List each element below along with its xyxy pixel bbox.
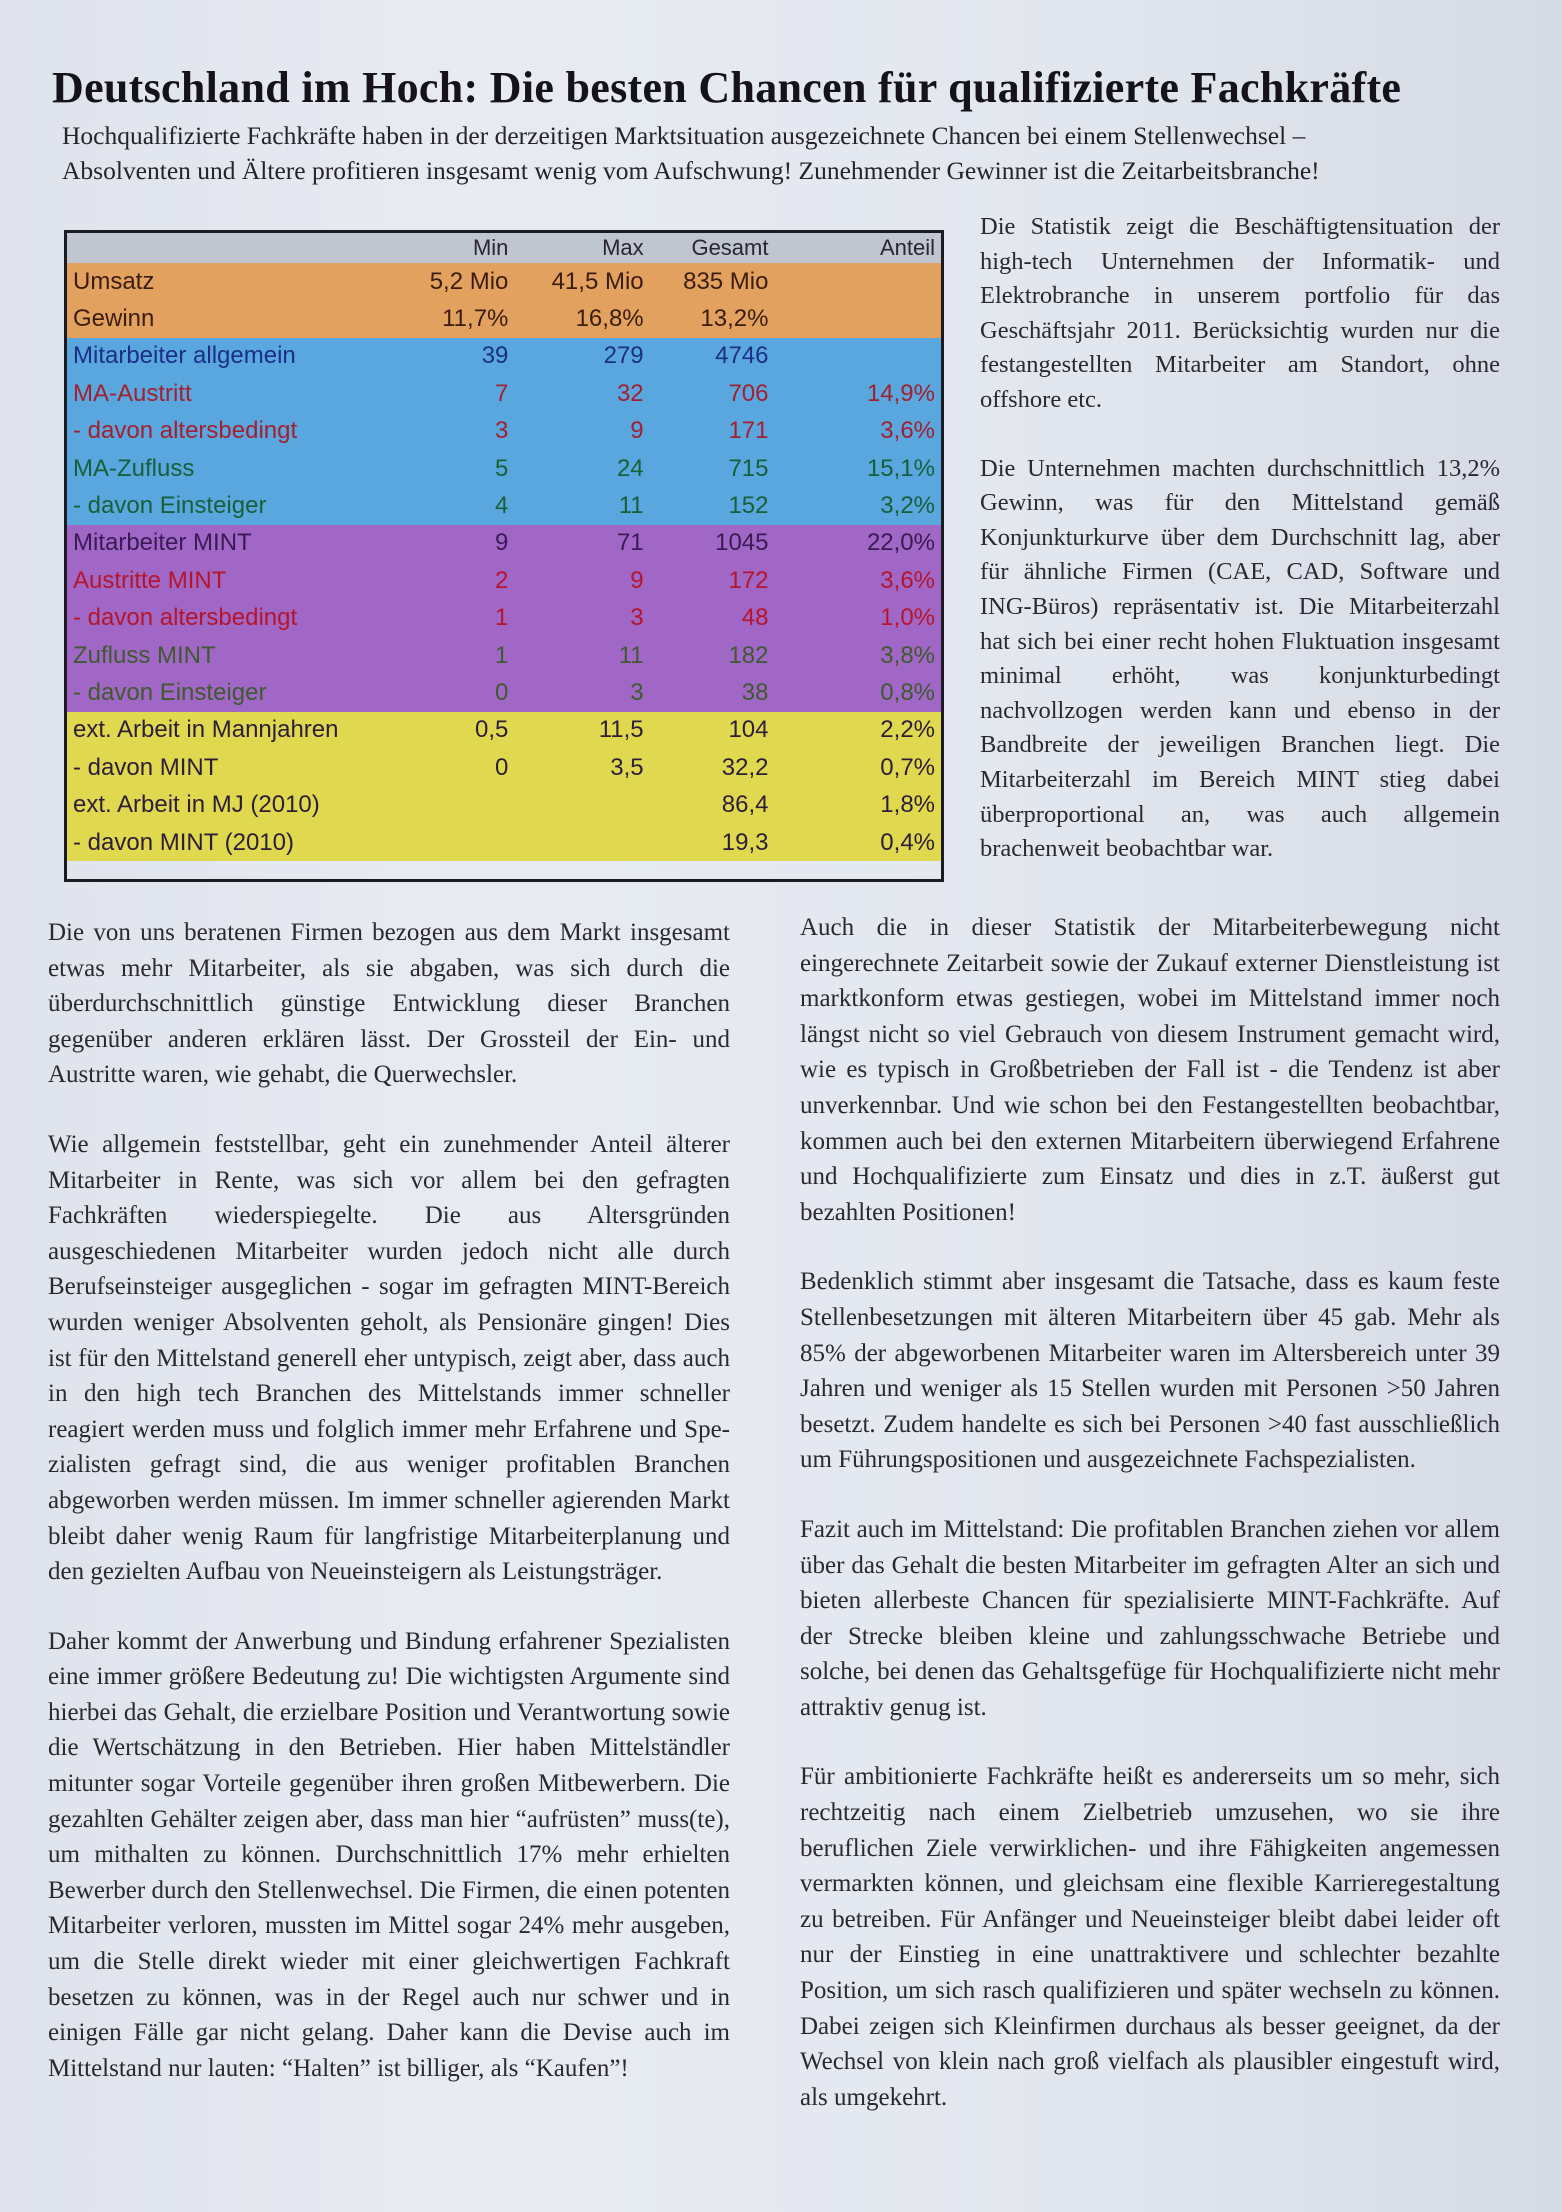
table-cell-gesamt: 835 Mio — [683, 267, 769, 295]
table-cell-min: 1 — [495, 641, 509, 669]
table-row — [67, 562, 941, 599]
table-cell-max: 3,5 — [610, 753, 644, 781]
table-cell-max: 41,5 Mio — [551, 267, 644, 295]
table-cell-max: 11,5 — [598, 716, 644, 744]
table-cell-gesamt: 13,2% — [700, 305, 769, 333]
table-cell-max: 279 — [603, 342, 644, 370]
table-row — [67, 487, 941, 524]
table-cell-label: - davon Einsteiger — [73, 492, 267, 520]
paragraph: Die Statistik zeigt die Beschäftigtensituation der high-tech Unternehmen der Informatik- und Elektrobranche in unserem portfolio für das Geschäftsjahr 2011. Berücksichtig wurden nur die festangestellten Mitarbeiter am Standort, ohne offshore etc. — [980, 213, 1500, 413]
table-cell-label: MA-Zufluss — [73, 454, 195, 482]
table-row — [67, 300, 941, 337]
table-cell-label: ext. Arbeit in Mannjahren — [73, 716, 339, 744]
table-cell-label: MA-Austritt — [73, 379, 192, 407]
table-cell-anteil — [774, 338, 941, 375]
table-header-cell: Anteil — [879, 235, 935, 260]
table-cell-max — [514, 786, 649, 823]
table-row — [67, 712, 941, 749]
table-cell-max: 11 — [618, 492, 644, 520]
table-cell-gesamt: 48 — [741, 604, 769, 632]
table-cell-gesamt: 152 — [728, 492, 769, 520]
table-header-cell: Gesamt — [691, 235, 769, 260]
subtitle — [62, 118, 1502, 188]
table-cell-label: Umsatz — [73, 267, 155, 295]
table-cell-min: 1 — [495, 604, 509, 632]
table-cell-anteil: 14,9% — [866, 379, 935, 407]
table-cell-gesamt: 1045 — [715, 529, 769, 557]
paragraph: Die von uns beratenen Firmen bezogen aus dem Markt insgesamt etwas mehr Mitarbeiter, als sie abgaben, was sich durch die überdurchschnittlich günstige Entwicklung dieser Branchen gegenüber anderen erklären lässt. Der Grossteil der Ein- und Austritte waren, wie gehabt, die Querwechsler. — [48, 919, 730, 1089]
table-row — [67, 375, 941, 412]
table-cell-min: 2 — [495, 566, 509, 594]
table-cell-gesamt: 86,4 — [721, 791, 769, 819]
table-cell-min: 0 — [495, 753, 509, 781]
table-cell-label: - davon altersbedingt — [73, 417, 298, 445]
table-header-cell — [67, 233, 410, 263]
statistics-table — [64, 230, 944, 882]
paragraph: Wie allgemein feststellbar, geht ein zunehmender Anteil älterer Mitarbeiter in Rente, was sich vor allem bei den gefragten Fachkräften wiederspiegelte. Die aus Altersgründen ausgeschiedenen Mitarbeiter wurden jedoch nicht alle durch Berufseinsteiger ausgeglichen - sogar im gefragten MINT-Bereich wurden weniger Absolventen geholt, als Pensionäre gingen! Dies ist für den Mittelstand generell eher untypisch, zeigt aber, dass auch in den high tech Branchen des Mittelstands immer schneller reagiert werden muss und folglich immer mehr Erfahrene und Spezialisten gefragt sind, die aus weniger profitablen Branchen abgeworben werden müssen. Im immer schneller agierenden Markt bleibt daher wenig Raum für langfristige Mitarbeiterplanung und den gezielten Aufbau von Neueinsteigern als Leistungsträger. — [48, 1130, 730, 1586]
table-cell-min: 7 — [495, 379, 509, 407]
table-cell-label: Mitarbeiter allgemein — [73, 342, 296, 370]
table-cell-anteil: 3,2% — [880, 492, 935, 520]
table-cell-anteil: 15,1% — [866, 454, 935, 482]
table-cell-min: 5 — [495, 454, 509, 482]
table-cell-label: Mitarbeiter MINT — [73, 529, 252, 557]
table-cell-anteil — [774, 300, 941, 337]
table-cell-anteil: 0,4% — [880, 828, 935, 856]
right-text-column — [800, 910, 1500, 2149]
table-cell-max — [514, 824, 649, 861]
table-cell-label: - davon MINT (2010) — [73, 828, 294, 856]
table-cell-min: 4 — [495, 492, 509, 520]
table-cell-anteil: 3,6% — [880, 566, 935, 594]
table-cell-anteil: 22,0% — [866, 529, 935, 557]
table-cell-label: - davon Einsteiger — [73, 678, 267, 706]
table-cell-min: 39 — [481, 342, 509, 370]
table-cell-gesamt: 182 — [728, 641, 769, 669]
table-row — [67, 263, 941, 300]
table-cell-min: 9 — [495, 529, 509, 557]
table-cell-max: 9 — [630, 417, 644, 445]
table-cell-anteil: 1,0% — [880, 604, 935, 632]
table-cell-min: 5,2 Mio — [429, 267, 509, 295]
table-cell-min: 0,5 — [475, 716, 509, 744]
table-cell-min: 3 — [495, 417, 509, 445]
paragraph: Auch die in dieser Statistik der Mitarbeiterbewegung nicht eingerechnete Zeitarbeit sowie der Zukauf externer Dienstleistung ist marktkonform etwas gestiegen, wobei im Mittelstand immer noch längst nicht so viel Gebrauch von diesem Instrument gemacht wird, wie es typisch in Großbetrieben der Fall ist - die Tendenz ist aber unverkennbar. Und wie schon bei den Festangestellten beobachtbar, kommen auch bei den externen Mitarbeitern überwiegend Erfahrene und Hochqualifizierte zum Einsatz und dies in z.T. äußerst gut bezahlten Positionen! — [800, 914, 1500, 1226]
table-cell-label: Zufluss MINT — [73, 641, 216, 669]
table-cell-gesamt: 172 — [728, 566, 769, 594]
table-row — [67, 450, 941, 487]
table-row — [67, 600, 941, 637]
table-cell-anteil: 2,2% — [880, 716, 935, 744]
table-cell-min — [410, 786, 514, 823]
left-text-column — [48, 915, 730, 2120]
table-cell-anteil: 1,8% — [880, 791, 935, 819]
table-cell-max: 11 — [618, 641, 644, 669]
table-cell-min — [410, 824, 514, 861]
table-cell-min: 0 — [495, 678, 509, 706]
table-cell-gesamt: 715 — [728, 454, 769, 482]
table-cell-max: 24 — [616, 454, 644, 482]
table-cell-label: Gewinn — [73, 305, 155, 333]
table-row — [67, 413, 941, 450]
table-row — [67, 525, 941, 562]
paragraph: Bedenklich stimmt aber insgesamt die Tatsache, dass es kaum feste Stellenbesetzungen mit älteren Mitarbeitern über 45 gab. Mehr als 85% der abgeworbenen Mitarbeiter waren im Altersbereich unter 39 Jahren und weniger als 15 Stellen wurden mit Personen >50 Jahren besetzt. Zudem handelte es sich bei Personen >40 fast ausschließlich um Führungspositionen und ausgezeichnete Fachspezialisten. — [800, 1268, 1500, 1474]
paragraph: Die Unternehmen machten durchschnittlich 13,2% Gewinn, was für den Mittelstand gemäß Konjunkturkurve über dem Durchschnitt lag, aber für ähnliche Firmen (CAE, CAD, Software und ING-Büros) repräsentativ ist. Die Mitarbeiterzahl hat sich bei einer recht hohen Fluktuation insgesamt minimal erhöht, was konjunkturbedingt nachvollzogen werden kann und ebenso in der Bandbreite der jeweiligen Branchen liegt. Die Mitarbeiterzahl im Bereich MINT stieg dabei überproportional an, was auch allgemein brachenweit beobachtbar war. — [980, 454, 1500, 863]
table-header-row — [67, 233, 941, 263]
table-cell-max: 3 — [630, 604, 644, 632]
paragraph: Daher kommt der Anwerbung und Bindung erfahrener Spezialisten eine immer größere Bedeutung zu! Die wichtigsten Argumente sind hierbei das Gehalt, die erzielbare Position und Verantwortung sowie die Wertschätzung in den Betrieben. Hier haben Mittelständler mitunter sogar Vorteile gegenüber ihren großen Mitbewerbern. Die gezahlten Gehälter zeigen aber, dass man hier “aufrüsten” muss(te), um mithalten zu können. Durchschnittlich 17% mehr erhielten Bewerber durch den Stellenwechsel. Die Firmen, die einen potenten Mitarbeiter verloren, mussten im Mittel sogar 24% mehr ausgeben, um die Stelle direkt wieder mit einer gleichwertigen Fachkraft besetzen zu können, was in der Regel auch nur schwer und in einigen Fälle gar nicht gelang. Daher kann die Devise auch im Mittelstand nur lauten: “Halten” ist billiger, als “Kaufen”! — [48, 1627, 730, 2082]
table-cell-max: 3 — [630, 678, 644, 706]
subtitle-line: Absolventen und Ältere profitieren insgesamt wenig vom Aufschwung! Zunehmender Gewinner ist die Zeitarbeitsbranche! — [62, 156, 1320, 185]
table-cell-max: 71 — [616, 529, 644, 557]
table-row — [67, 749, 941, 786]
intro-text-column — [980, 210, 1500, 901]
table-cell-anteil: 3,6% — [880, 417, 935, 445]
table-cell-anteil: 3,8% — [880, 641, 935, 669]
table-cell-anteil: 0,8% — [880, 678, 935, 706]
table-row — [67, 338, 941, 375]
page-title: Deutschland im Hoch: Die besten Chancen für qualifizierte Fachkräfte — [52, 63, 1402, 112]
table-cell-anteil — [774, 263, 941, 300]
table-cell-gesamt: 38 — [741, 678, 769, 706]
table-cell-label: - davon altersbedingt — [73, 604, 298, 632]
paragraph: Fazit auch im Mittelstand: Die profitablen Branchen ziehen vor allem über das Gehalt die besten Mitarbeiter im gefragten Alter an sich und bieten allerbeste Chancen für spezialisierte MINT-Fachkräfte. Auf der Strecke bleiben kleine und zahlungsschwache Betriebe und solche, bei denen das Gehaltsgefüge für Hochqualifizierte nicht mehr attraktiv genug ist. — [800, 1515, 1500, 1721]
paragraph: Für ambitionierte Fachkräfte heißt es andererseits um so mehr, sich rechtzeitig nach einem Zielbetrieb umzusehen, wo sie ihre beruflichen Ziele verwirklichen- und ihre Fähigkeiten angemessen vermarkten können, und gleichsam eine flexible Karrieregestaltung zu betreiben. Für Anfänger und Neueinsteiger bleibt dabei leider oft nur der Einstieg in eine unattraktivere und schlechter bezahlte Position, um sich rasch qualifizieren und später wechseln zu können. Dabei zeigen sich Kleinfirmen durchaus als besser geeignet, da der Wechsel von klein nach groß vielfach als plausibler eingestuft wird, als umgekehrt. — [800, 1763, 1500, 2111]
table-cell-max: 32 — [616, 379, 644, 407]
table-cell-gesamt: 19,3 — [721, 828, 769, 856]
table-cell-anteil: 0,7% — [880, 753, 935, 781]
table-cell-gesamt: 4746 — [715, 342, 769, 370]
table-cell-min: 11,7% — [442, 305, 509, 333]
table-row — [67, 674, 941, 711]
table-row — [67, 637, 941, 674]
subtitle-line: Hochqualifizierte Fachkräfte haben in der derzeitigen Marktsituation ausgezeichnete Chancen bei einem Stellenwechsel – — [62, 121, 1306, 150]
table-cell-label: - davon MINT — [73, 753, 219, 781]
table-row — [67, 786, 941, 823]
table-cell-gesamt: 706 — [728, 379, 769, 407]
table-cell-gesamt: 32,2 — [721, 753, 769, 781]
table-row — [67, 824, 941, 861]
table-cell-max: 16,8% — [575, 305, 644, 333]
table-cell-gesamt: 171 — [728, 417, 769, 445]
table-header-cell: Min — [472, 235, 509, 260]
table-cell-label: ext. Arbeit in MJ (2010) — [73, 791, 320, 819]
table-cell-label: Austritte MINT — [73, 566, 227, 594]
table-cell-max: 9 — [630, 566, 644, 594]
table-header-cell: Max — [602, 235, 644, 260]
table-cell-gesamt: 104 — [728, 716, 769, 744]
